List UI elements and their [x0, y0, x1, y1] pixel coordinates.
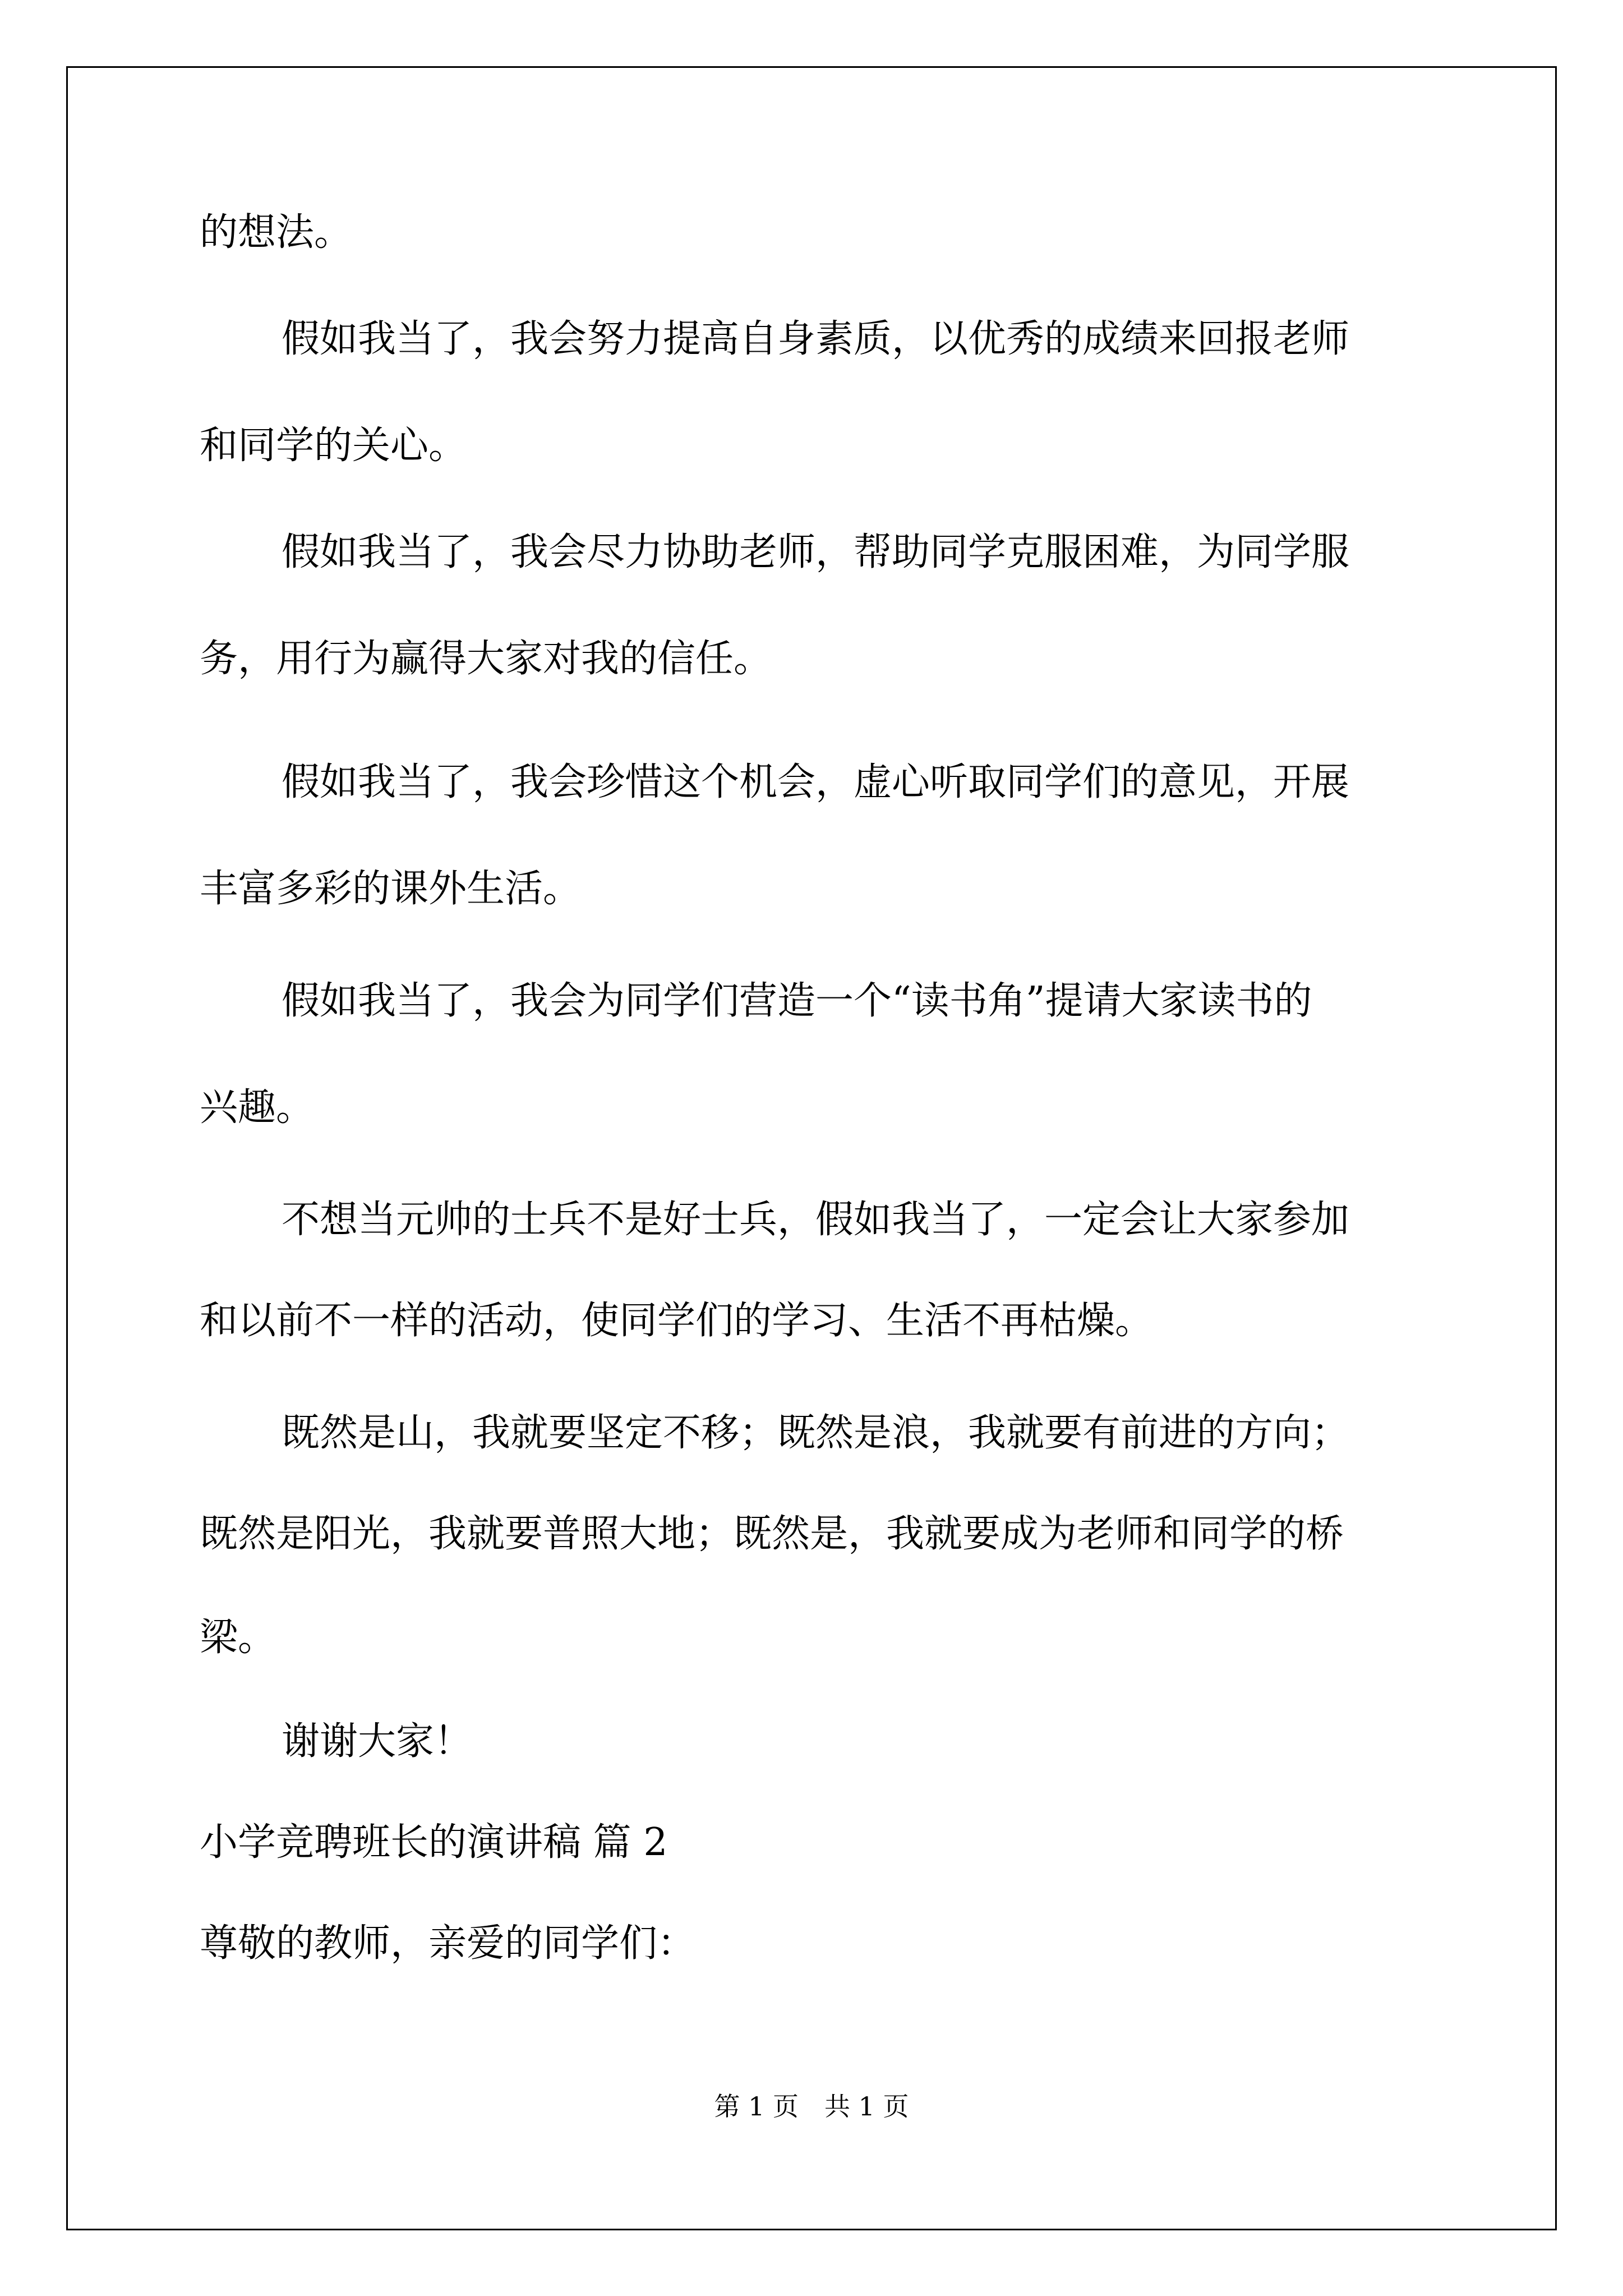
text-line-11: 和以前不一样的活动，使同学们的学习、生活不再枯燥。 — [200, 1299, 1154, 1343]
text-line-2: 假如我当了，我会努力提高自身素质，以优秀的成绩来回报老师 — [282, 317, 1350, 361]
text-line-5: 务，用行为赢得大家对我的信任。 — [200, 637, 772, 681]
text-line-9: 兴趣。 — [200, 1085, 315, 1130]
text-line-15: 谢谢大家！ — [282, 1719, 473, 1764]
text-line-14: 梁。 — [200, 1616, 276, 1660]
text-line-8: 假如我当了，我会为同学们营造一个“读书角”提请大家读书的 — [282, 979, 1312, 1023]
text-line-6: 假如我当了，我会珍惜这个机会，虚心听取同学们的意见，开展 — [282, 760, 1350, 804]
text-line-10: 不想当元帅的士兵不是好士兵，假如我当了，一定会让大家参加 — [282, 1198, 1350, 1242]
text-line-13: 既然是阳光，我就要普照大地；既然是，我就要成为老师和同学的桥 — [200, 1512, 1344, 1556]
text-line-4: 假如我当了，我会尽力协助老师，帮助同学克服困难，为同学服 — [282, 530, 1350, 574]
text-line-1: 的想法。 — [200, 210, 353, 255]
page-footer: 第 1 页 共 1 页 — [714, 2091, 909, 2122]
text-line-3: 和同学的关心。 — [200, 424, 467, 468]
text-line-7: 丰富多彩的课外生活。 — [200, 867, 582, 911]
text-line-12: 既然是山，我就要坚定不移；既然是浪，我就要有前进的方向； — [282, 1411, 1350, 1455]
salutation-line: 尊敬的教师，亲爱的同学们： — [200, 1921, 696, 1966]
section-heading: 小学竞聘班长的演讲稿 篇 2 — [200, 1820, 668, 1865]
